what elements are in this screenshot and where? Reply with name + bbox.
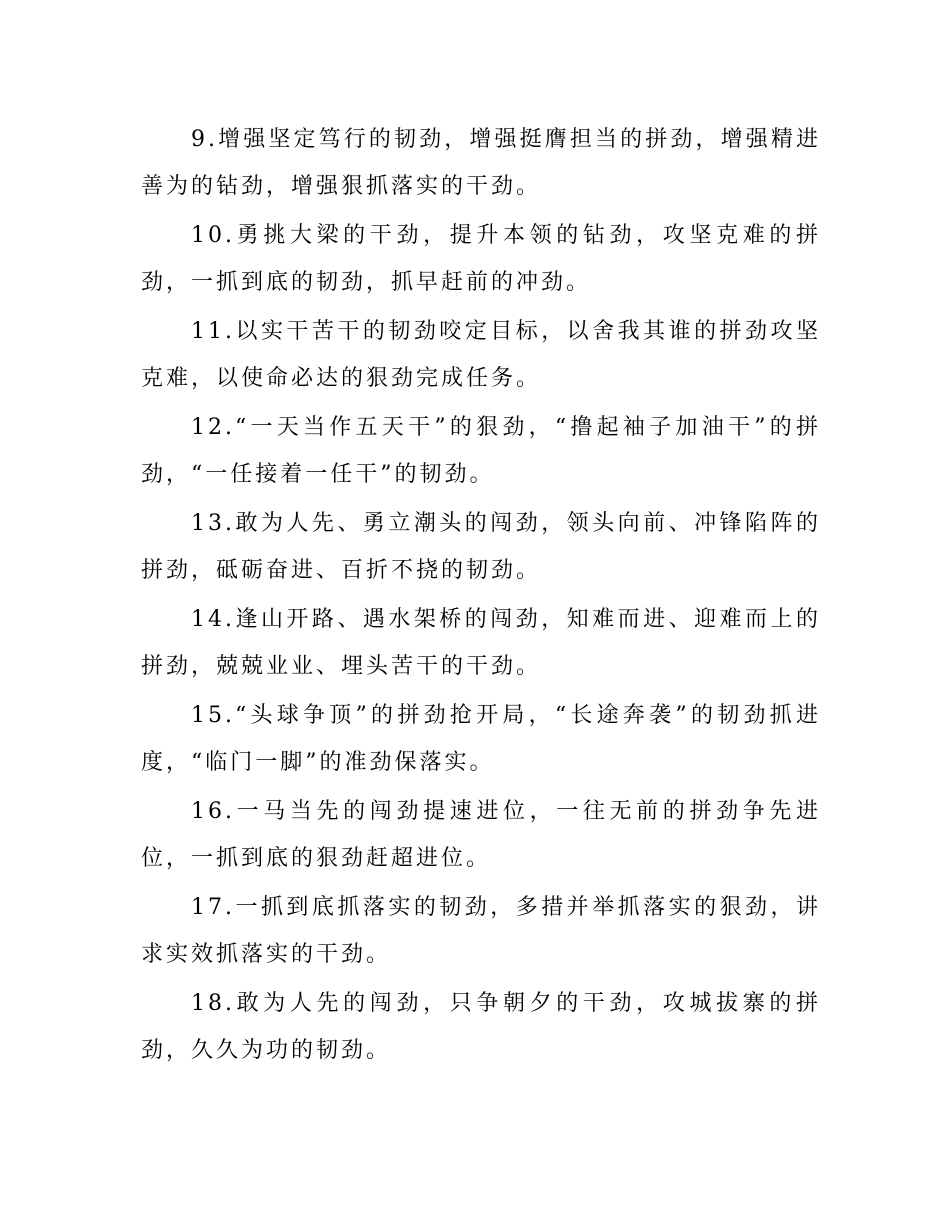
paragraph-18: 18.敢为人先的闯劲，只争朝夕的干劲，攻城拔寨的拼劲，久久为功的韧劲。 (141, 991, 821, 1063)
paragraph-12: 12.“一天当作五天干”的狠劲，“撸起袖子加油干”的拼劲，“一任接着一任干”的韧劲。 (141, 415, 821, 487)
paragraph-10: 10.勇挑大梁的干劲，提升本领的钻劲，攻坚克难的拼劲，一抓到底的韧劲，抓早赶前的冲劲。 (141, 223, 821, 295)
paragraph-11: 11.以实干苦干的韧劲咬定目标，以舍我其谁的拼劲攻坚克难，以使命必达的狠劲完成任务。 (141, 319, 821, 391)
paragraph-17: 17.一抓到底抓落实的韧劲，多措并举抓落实的狠劲，讲求实效抓落实的干劲。 (141, 895, 821, 967)
paragraph-14: 14.逢山开路、遇水架桥的闯劲，知难而进、迎难而上的拼劲，兢兢业业、埋头苦干的干劲。 (141, 607, 821, 679)
paragraph-9: 9.增强坚定笃行的韧劲，增强挺膺担当的拼劲，增强精进善为的钻劲，增强狠抓落实的干劲。 (141, 127, 821, 199)
paragraph-13: 13.敢为人先、勇立潮头的闯劲，领头向前、冲锋陷阵的拼劲，砥砺奋进、百折不挠的韧劲。 (141, 511, 821, 583)
paragraph-16: 16.一马当先的闯劲提速进位，一往无前的拼劲争先进位，一抓到底的狠劲赶超进位。 (141, 799, 821, 871)
paragraph-15: 15.“头球争顶”的拼劲抢开局，“长途奔袭”的韧劲抓进度，“临门一脚”的准劲保落实。 (141, 703, 821, 775)
document-body (141, 116, 821, 1076)
